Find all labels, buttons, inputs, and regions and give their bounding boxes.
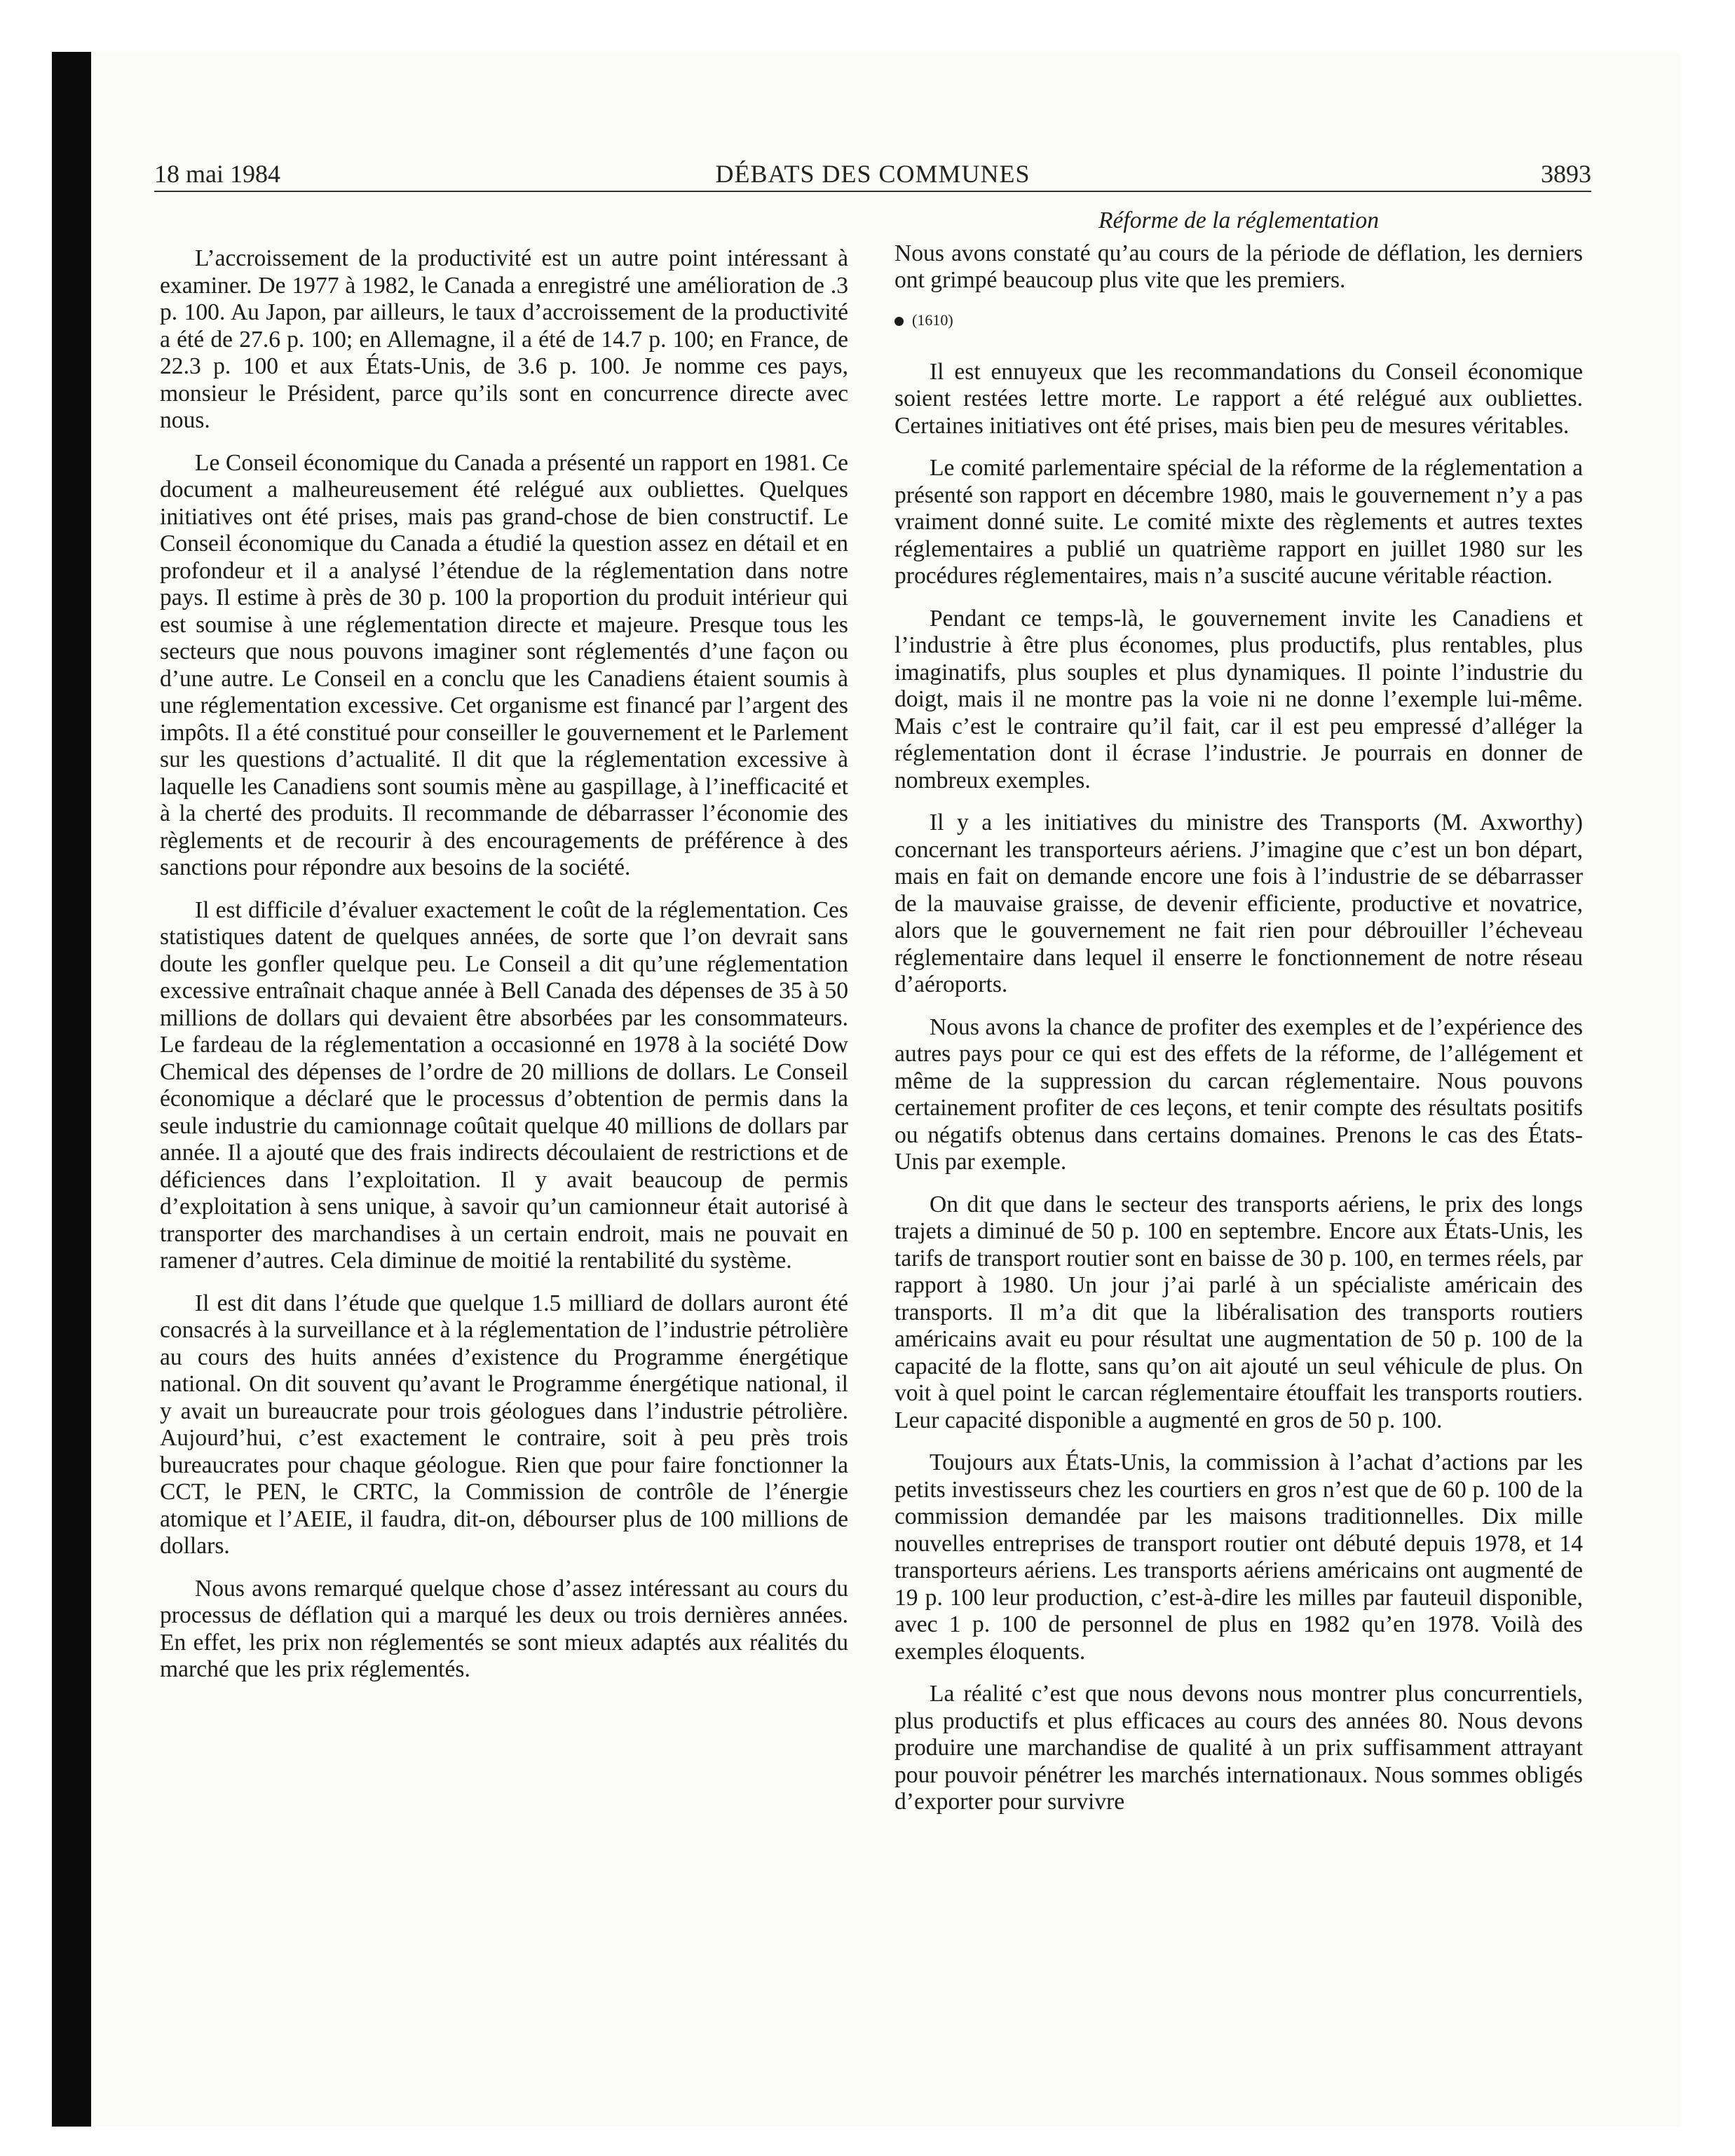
- bullet-icon: [894, 317, 904, 326]
- paragraph-continuation: Nous avons constaté qu’au cours de la période de déflation, les derniers ont grimpé beaucoup plus vite que les premiers.: [894, 240, 1583, 293]
- paragraph: On dit que dans le secteur des transports aériens, le prix des longs trajets a diminué de 50 p. 100 en septembre. Encore aux États-Unis, les tarifs de transport routier sont en baisse de 30 p. 100, en termes réels, par rapport à 1980. Un jour j’ai parlé à un spécialiste américain des transports. Il m’a dit que la libéralisation des transports routiers américains avait eu pour résultat une augmentation de 50 p. 100 de la capacité de la flotte, sans qu’on ait ajouté un seul véhicule de plus. On voit à quel point le carcan réglementaire étouffait les transports routiers. Leur capacité disponible a augmenté en gros de 50 p. 100.: [894, 1191, 1583, 1433]
- paragraph: Toujours aux États-Unis, la commission à l’achat d’actions par les petits investisseurs chez les courtiers en gros n’est que de 60 p. 100 de la commission demandée par les maisons traditionnelles. Dix mille nouvelles entreprises de transport routier ont débuté depuis 1978, et 14 transporteurs aériens. Les transports aériens américains ont augmenté de 19 p. 100 leur production, c’est-à-dire les milles par fauteuil disponible, avec 1 p. 100 de personnel de plus en 1982 qu’en 1978. Voilà des exemples éloquents.: [894, 1449, 1583, 1665]
- paragraph: Il est ennuyeux que les recommandations du Conseil économique soient restées lettre morte. Le rapport a été relégué aux oubliettes. Certaines initiatives ont été prises, mais bien peu de mesures véritables.: [894, 358, 1583, 439]
- page-number: 3893: [1541, 160, 1591, 188]
- paragraph: La réalité c’est que nous devons nous montrer plus concurrentiels, plus productifs et plus efficaces au cours des années 80. Nous devons produire une marchandise de qualité à un prix suffisamment attrayant pour pouvoir pénétrer les marchés internationaux. Nous sommes obligés d’exporter pour survivre: [894, 1681, 1583, 1815]
- paragraph: Le comité parlementaire spécial de la réforme de la réglementation a présenté son rapport en décembre 1980, mais le gouvernement n’y a pas vraiment donné suite. Le comité mixte des règlements et autres textes réglementaires a publié un quatrième rapport en juillet 1980 sur les procédures réglementaires, mais n’a suscité aucune véritable réaction.: [894, 455, 1583, 589]
- header-rule: [154, 191, 1591, 192]
- page-header: [154, 156, 1591, 192]
- paragraph: Pendant ce temps-là, le gouvernement invite les Canadiens et l’industrie à être plus économes, plus productifs, plus rentables, plus imaginatifs, plus souples et plus dynamiques. Il pointe l’industrie du doigt, mais il ne montre pas la voie ni ne donne l’exemple lui-même. Mais c’est le contraire qu’il fait, car il est peu empressé d’alléger la réglementation dont il écrase l’industrie. Je pourrais en donner de nombreux exemples.: [894, 605, 1583, 793]
- paragraph: L’accroissement de la productivité est un autre point intéressant à examiner. De 1977 à 1982, le Canada a enregistré une amélioration de .3 p. 100. Au Japon, par ailleurs, le taux d’accroissement de la productivité a été de 27.6 p. 100; en Allemagne, il a été de 14.7 p. 100; en France, de 22.3 p. 100 et aux États-Unis, de 3.6 p. 100. Je nomme ces pays, monsieur le Président, parce qu’ils sont en concurrence directe avec nous.: [160, 245, 848, 433]
- header-date: 18 mai 1984: [154, 160, 280, 188]
- paragraph: Nous avons remarqué quelque chose d’assez intéressant au cours du processus de déflation qui a marqué les deux ou trois dernières années. En effet, les prix non réglementés se sont mieux adaptés aux réalités du marché que les prix réglementés.: [160, 1575, 848, 1682]
- paragraph: Nous avons la chance de profiter des exemples et de l’expérience des autres pays pour ce qui est des effets de la réforme, de l’allégement et même de la suppression du carcan réglementaire. Nous pouvons certainement profiter de ces leçons, et tenir compte des résultats positifs ou négatifs obtenus dans certains domaines. Prenons le cas des États-Unis par exemple.: [894, 1014, 1583, 1175]
- header-title: DÉBATS DES COMMUNES: [715, 160, 1030, 188]
- time-marker-label: (1610): [912, 311, 953, 329]
- left-column: [160, 245, 848, 1699]
- right-column: [894, 207, 1583, 1831]
- scan-edge: [52, 52, 91, 2127]
- section-heading: Réforme de la réglementation: [1098, 207, 1380, 233]
- paragraph: Le Conseil économique du Canada a présenté un rapport en 1981. Ce document a malheureusement été relégué aux oubliettes. Quelques initiatives ont été prises, mais pas grand-chose de bien constructif. Le Conseil économique du Canada a étudié la question assez en détail et en profondeur et il a analysé l’étendue de la réglementation dans notre pays. Il estime à près de 30 p. 100 la proportion du produit intérieur qui est soumise à une réglementation directe et majeure. Presque tous les secteurs que nous pouvons imaginer sont réglementés d’une façon ou d’une autre. Le Conseil en a conclu que les Canadiens étaient soumis à une réglementation excessive. Cet organisme est financé par l’argent des impôts. Il a été constitué pour conseiller le gouvernement et le Parlement sur les questions d’actualité. Il dit que la réglementation excessive à laquelle les Canadiens sont soumis mène au gaspillage, à l’inefficacité et à la cherté des produits. Il recommande de débarrasser l’économie des règlements et de recourir à des encouragements de préférence à des sanctions pour répondre aux besoins de la société.: [160, 449, 848, 880]
- paragraph: Il est difficile d’évaluer exactement le coût de la réglementation. Ces statistiques datent de quelques années, de sorte que l’on devrait sans doute les gonfler quelque peu. Le Conseil a dit qu’une réglementation excessive entraînait chaque année à Bell Canada des dépenses de 35 à 50 millions de dollars qui devaient être absorbées par les consommateurs. Le fardeau de la réglementation a occasionné en 1978 à la société Dow Chemical des dépenses de l’ordre de 20 millions de dollars. Le Conseil économique a déclaré que le processus d’obtention de permis dans la seule industrie du camionnage coûtait quelque 40 millions de dollars par année. Il a ajouté que des frais indirects découlaient de restrictions et de déficiences dans l’exploitation. Il y avait beaucoup de permis d’exploitation à sens unique, à savoir qu’un camionneur était autorisé à transporter des marchandises à un certain endroit, mais ne pouvait en ramener d’autres. Cela diminue de moitié la rentabilité du système.: [160, 896, 848, 1274]
- paragraph: Il y a les initiatives du ministre des Transports (M. Axworthy) concernant les transporteurs aériens. J’imagine que c’est un bon départ, mais en fait on demande encore une fois à l’industrie de se débarrasser de la mauvaise graisse, de devenir efficiente, productive et novatrice, alors que le gouvernement ne fait rien pour débrouiller l’écheveau réglementaire dans lequel il enserre le fonctionnement de notre réseau d’aéroports.: [894, 810, 1583, 997]
- time-marker: [894, 310, 1583, 331]
- paragraph: Il est dit dans l’étude que quelque 1.5 milliard de dollars auront été consacrés à la surveillance et à la réglementation de l’industrie pétrolière au cours des huits années d’existence du Programme énergétique national. On dit souvent qu’avant le Programme énergétique national, il y avait un bureaucrate pour trois géologues dans l’industrie pétrolière. Aujourd’hui, c’est exactement le contraire, soit à peu près trois bureaucrates pour chaque géologue. Rien que pour faire fonctionner la CCT, le PEN, le CRTC, la Commission de contrôle de l’énergie atomique et l’AEIE, il faudra, dit-on, débourser plus de 100 millions de dollars.: [160, 1290, 848, 1559]
